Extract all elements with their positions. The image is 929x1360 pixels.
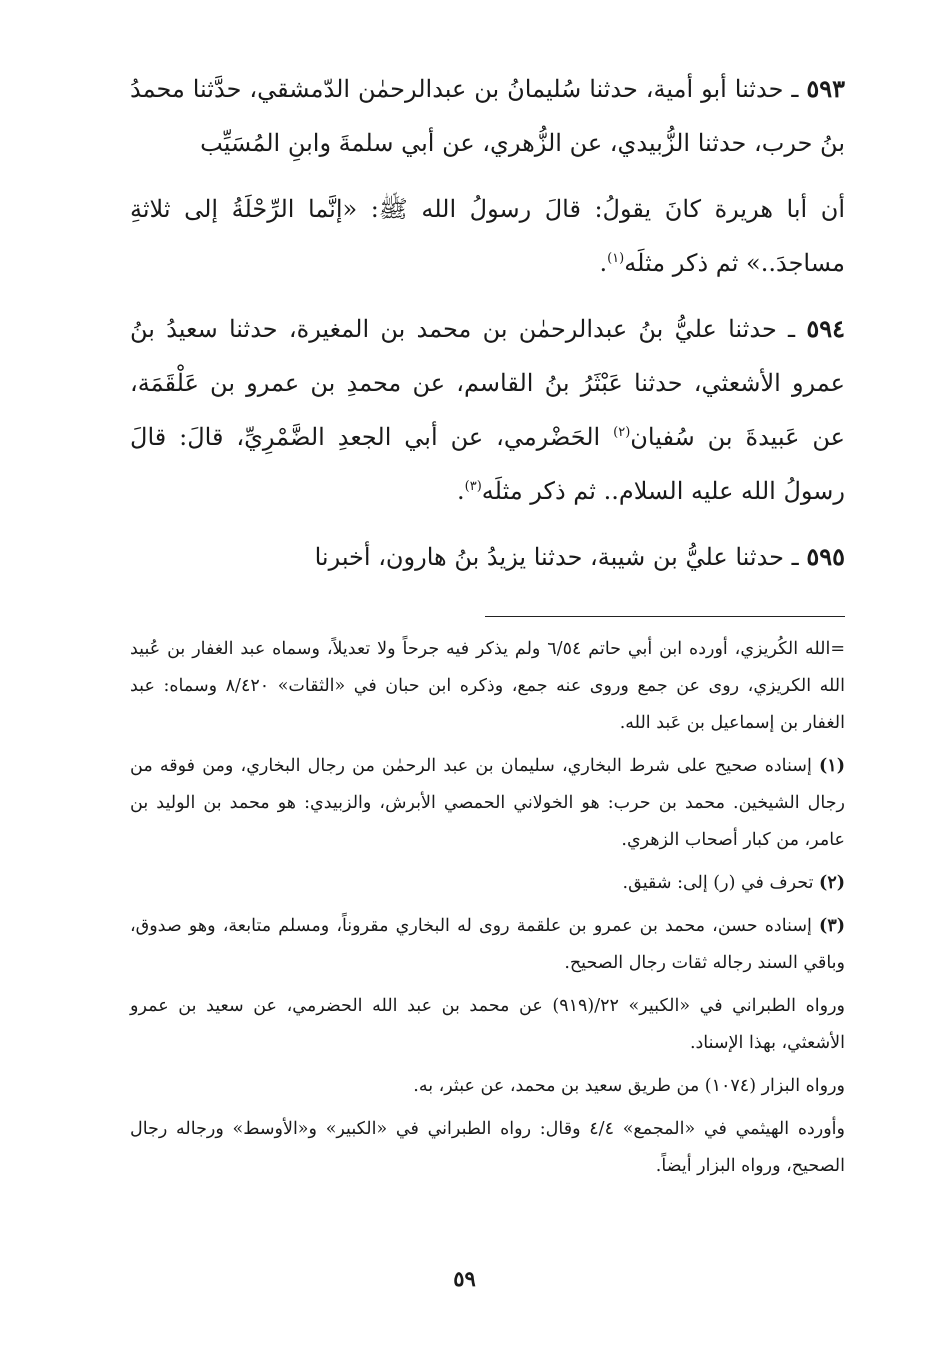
hadith-matn: أن أبا هريرة كانَ يقولُ: قالَ رسولُ الله ﷺ: «إنَّما الرِّحْلَةُ إلى ثلاثةِ مساجدَ..» ثم ذكر مثلَه: [130, 195, 845, 277]
main-text: [130, 62, 845, 584]
footnote-ref[interactable]: (٣): [464, 479, 482, 494]
hadith-isnad: ـ حدثنا أبو أمية، حدثنا سُليمانُ بن عبدالرحمٰن الدّمشقي، حدَّثنا محمدُ بنُ حرب، حدثنا الزُّبيدي، عن الزُّهري، عن أبي سلمةَ وابنِ المُسَيِّب: [130, 75, 845, 157]
footnote-1: [130, 748, 845, 859]
footnote-text: إسناده حسن، محمد بن عمرو بن علقمة روى له البخاري مقروناً، ومسلم متابعة، وهو صدوق، وباقي السند رجاله ثقات رجال الصحيح.: [130, 916, 845, 973]
footnote-3-bazzar: ورواه البزار (١٠٧٤) من طريق سعيد بن محمد، عن عبثر، به.: [413, 1076, 845, 1096]
footnote-ref[interactable]: (١): [607, 251, 625, 266]
hadith-number: ٥٩٣: [806, 74, 845, 103]
hadith-isnad-cont: الحَضْرمي، عن أبي الجعدِ الضَّمْرِيِّ، قالَ: قالَ رسولُ الله عليه السلام.. ثم ذكر مثلَه: [130, 423, 845, 505]
footnote-text: إسناده صحيح على شرط البخاري، سليمان بن عبد الرحمٰن من رجال البخاري، ومن فوقه من رجال الشيخين. محمد بن حرب: هو الخولاني الحمصي الأبرش، والزبيدي: هو محمد بن الوليد بن عامر، من كبار أصحاب الزهري.: [130, 756, 845, 850]
footnote-3-tabarani: ورواه الطبراني في «الكبير» ٢٢/(٩١٩) عن محمد بن عبد الله الحضرمي، عن سعيد بن عمرو الأشعثي، بهذا الإسناد.: [130, 996, 845, 1053]
footnote-text: تحرف في (ر) إلى: شقيق.: [622, 873, 814, 893]
footnote-ref[interactable]: (٢): [613, 425, 631, 440]
footnotes: [130, 631, 845, 1185]
hadith-593: [130, 62, 845, 170]
hadith-593-matn: [130, 182, 845, 290]
footnote-number: (٣): [819, 916, 845, 936]
hadith-number: ٥٩٤: [806, 314, 845, 343]
hadith-number: ٥٩٥: [806, 542, 845, 571]
footnote-2: [130, 865, 845, 902]
page-body: [130, 62, 845, 1191]
footnote-number: (٢): [819, 873, 845, 893]
page-number: ٥٩: [453, 1266, 476, 1291]
hadith-isnad: ـ حدثنا عليُّ بن شيبة، حدثنا يزيدُ بنُ هارون، أخبرنا: [314, 543, 799, 571]
punctuation: .: [599, 249, 608, 277]
hadith-594: [130, 302, 845, 518]
hadith-595: [130, 530, 845, 584]
footnote-3: [130, 908, 845, 982]
footnote-3-haythami: وأورده الهيثمي في «المجمع» ٤/٤ وقال: رواه الطبراني في «الكبير» و«الأوسط» ورجاله رجال الصحيح، ورواه البزار أيضاً.: [130, 1119, 845, 1176]
footnote-continuation: =الله الكُريزي، أورده ابن أبي حاتم ٦/٥٤ ولم يذكر فيه جرحاً ولا تعديلاً، وسماه عبد الغفار بن عُبيد الله الكريزي، روى عن جمع وروى عنه جمع، وذكره ابن حبان في «الثقات» ٨/٤٢٠ وسماه: عبد الغفار بن إسماعيل بن عَبد الله.: [130, 639, 846, 733]
hadith-isnad: ـ حدثنا عليُّ بنُ عبدالرحمٰن بن محمد بن المغيرة، حدثنا سعيدُ بنُ عمرو الأشعثي، حدثنا عَبْثَرُ بنُ القاسم، عن محمدِ بن عمرو بن عَلْقَمَة، عن عَبيدةَ بن سُفيان: [130, 315, 845, 451]
footnote-separator: [485, 616, 845, 617]
footnote-number: (١): [819, 756, 845, 776]
punctuation: .: [456, 477, 465, 505]
